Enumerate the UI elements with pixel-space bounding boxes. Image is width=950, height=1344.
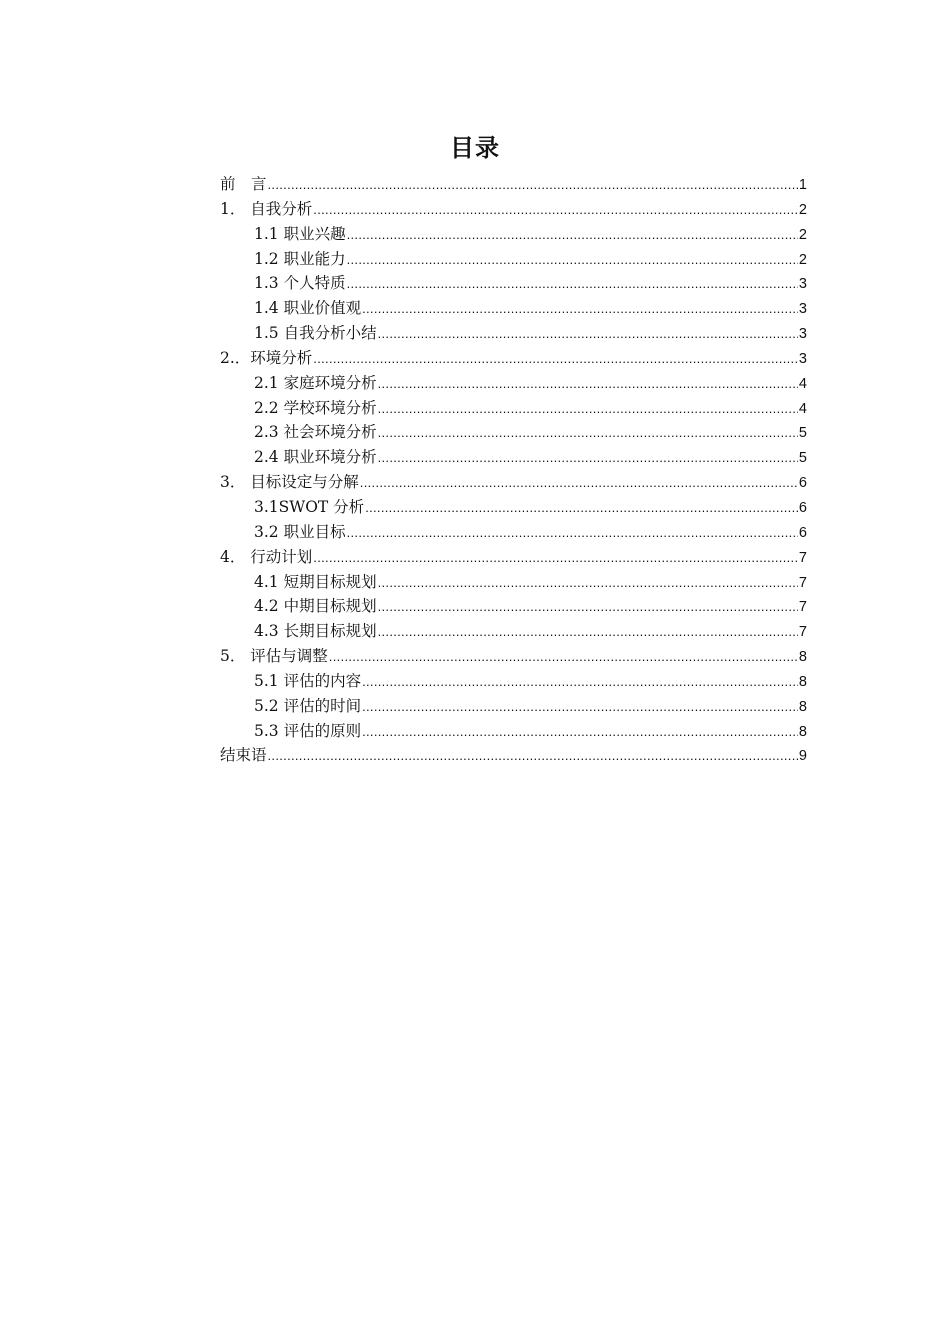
toc-entry[interactable] (220, 296, 807, 321)
toc-page-number: 3 (798, 350, 807, 367)
toc-dot-leader (347, 521, 798, 546)
toc-entry[interactable] (220, 520, 807, 545)
toc-page-number: 5 (798, 450, 807, 467)
toc-page-number: 8 (798, 698, 807, 715)
toc-entry[interactable] (220, 719, 807, 744)
toc-entry-label: 4.2 中期目标规划 (254, 597, 377, 616)
toc-entry[interactable] (220, 172, 807, 197)
toc-entry[interactable] (220, 743, 807, 768)
toc-entry-label: 结束语 (220, 746, 267, 765)
toc-dot-leader (360, 471, 798, 496)
toc-entry[interactable] (220, 570, 807, 595)
toc-entry-label: 前 言 (220, 175, 267, 193)
toc-entry[interactable] (220, 197, 807, 222)
toc-entry-label: 5.3 评估的原则 (254, 721, 362, 740)
toc-entry[interactable] (220, 619, 807, 644)
toc-entry-label: 2.4 职业环境分析 (254, 448, 377, 467)
toc-entry-label: 1.1 职业兴趣 (254, 224, 346, 243)
toc-page-number: 7 (798, 624, 807, 641)
toc-page-number: 3 (798, 276, 807, 293)
toc-dot-leader (329, 645, 798, 670)
toc-entry-label: 2.2 学校环境分析 (254, 398, 377, 417)
toc-entry-label: 1.4 职业价值观 (254, 299, 362, 318)
toc-page-number: 4 (798, 375, 807, 392)
toc-page-number: 2 (798, 201, 807, 218)
toc-entry[interactable] (220, 346, 807, 371)
toc-page-number: 6 (798, 499, 807, 516)
toc-dot-leader (362, 695, 798, 720)
toc-entry[interactable] (220, 396, 807, 421)
toc-entry-label: 4.1 短期目标规划 (254, 572, 377, 591)
toc-entry-label: 3． 目标设定与分解 (220, 473, 359, 492)
toc-page-number: 8 (798, 649, 807, 666)
toc-page-number: 8 (798, 723, 807, 740)
toc-page-number: 2 (798, 226, 807, 243)
toc-entry[interactable] (220, 644, 807, 669)
toc-dot-leader (347, 223, 798, 248)
toc-entry-label: 3.1SWOT 分析 (254, 497, 365, 516)
toc-page-number: 6 (798, 524, 807, 541)
toc-entry-label: 2.3 社会环境分析 (254, 423, 377, 442)
toc-dot-leader (313, 347, 798, 372)
toc-entry-label: 1.5 自我分析小结 (254, 324, 377, 343)
toc-page-number: 7 (798, 599, 807, 616)
toc-page-number: 7 (798, 574, 807, 591)
toc-entry-label: 3.2 职业目标 (254, 522, 346, 541)
toc-dot-leader (378, 595, 798, 620)
toc-dot-leader (365, 496, 798, 521)
toc-dot-leader (268, 173, 798, 198)
toc-entry[interactable] (220, 271, 807, 296)
toc-dot-leader (378, 620, 798, 645)
toc-entry-label: 5.1 评估的内容 (254, 671, 362, 690)
toc-entry-label: 1． 自我分析 (220, 199, 313, 218)
toc-entry-label: 1.2 职业能力 (254, 249, 346, 268)
toc-page-number: 3 (798, 326, 807, 343)
toc-entry[interactable] (220, 669, 807, 694)
toc-dot-leader (268, 744, 798, 769)
toc-entry[interactable] (220, 495, 807, 520)
toc-entry[interactable] (220, 470, 807, 495)
toc-entry[interactable] (220, 247, 807, 272)
toc-dot-leader (378, 446, 798, 471)
toc-dot-leader (347, 248, 798, 273)
toc-dot-leader (378, 421, 798, 446)
toc-entry[interactable] (220, 545, 807, 570)
toc-dot-leader (362, 720, 798, 745)
toc-entry-label: 2.．环境分析 (220, 348, 313, 367)
toc-dot-leader (378, 322, 798, 347)
toc-entry-label: 4． 行动计划 (220, 547, 313, 566)
toc-page-number: 7 (798, 549, 807, 566)
toc-entry-label: 5.2 评估的时间 (254, 696, 362, 715)
toc-page-number: 4 (798, 400, 807, 417)
toc-entry[interactable] (220, 420, 807, 445)
toc-page-number: 9 (798, 748, 807, 765)
toc-entry-label: 2.1 家庭环境分析 (254, 373, 377, 392)
toc-entry-label: 1.3 个人特质 (254, 274, 346, 293)
toc-dot-leader (378, 372, 798, 397)
toc-page-number: 3 (798, 301, 807, 318)
toc-page-number: 8 (798, 673, 807, 690)
toc-entry[interactable] (220, 445, 807, 470)
toc-page-number: 2 (798, 251, 807, 268)
toc-entry-label: 5． 评估与调整 (220, 647, 328, 666)
table-of-contents (220, 172, 807, 768)
toc-page-number: 5 (798, 425, 807, 442)
toc-entry[interactable] (220, 321, 807, 346)
toc-dot-leader (378, 571, 798, 596)
toc-dot-leader (378, 397, 798, 422)
toc-page-number: 1 (798, 177, 807, 193)
toc-page-number: 6 (798, 475, 807, 492)
toc-title: 目录 (450, 134, 500, 162)
toc-entry-label: 4.3 长期目标规划 (254, 622, 377, 641)
toc-dot-leader (313, 198, 798, 223)
toc-dot-leader (347, 272, 798, 297)
toc-entry[interactable] (220, 371, 807, 396)
toc-dot-leader (362, 297, 798, 322)
toc-entry[interactable] (220, 694, 807, 719)
toc-dot-leader (362, 670, 798, 695)
toc-entry[interactable] (220, 594, 807, 619)
toc-entry[interactable] (220, 222, 807, 247)
toc-dot-leader (313, 546, 798, 571)
